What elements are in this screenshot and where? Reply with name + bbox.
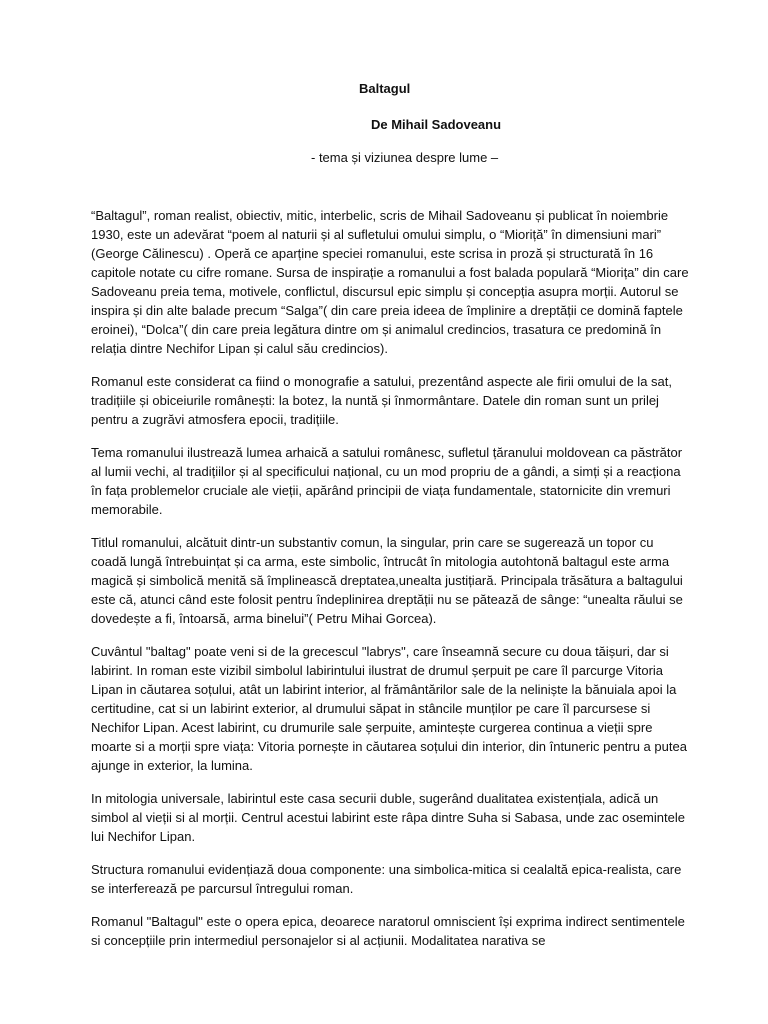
document-body xyxy=(91,206,691,964)
paragraph: Cuvântul "baltag" poate veni si de la grecescul "labrys", care înseamnă secure cu doua tăișuri, dar si labirint. In roman este vizibil simbolul labirintului ilustrat de drumul șerpuit pe care îl parcurge Vitoria Lipan in căutarea soțului, atât un labirint interior, al frământărilor sale de la neliniște la bănuiala apoi la certitudine, cat si un labirint exterior, al drumului săpat in stâncile munților pe care îl parcursese si Nechifor Lipan. Acest labirint, cu drumurile sale șerpuite, amintește curgerea continua a vieții spre moarte si a morții spre viața: Vitoria pornește in căutarea soțului din interior, din întuneric pentru a putea ajunge in exterior, la lumina. xyxy=(91,644,687,773)
document-subtitle: - tema și viziunea despre lume – xyxy=(311,150,499,165)
document-title: Baltagul xyxy=(359,81,411,96)
paragraph: Titlul romanului, alcătuit dintr-un substantiv comun, la singular, prin care se sugerează un topor cu coadă lungă întrebuințat și ca arma, este simbolic, întrucât în mitologia autohtonă baltagul este arma magică și simbolică menită să împlinească dreptatea,unealta justițiară. Principala trăsătura a baltagului este că, atunci când este folosit pentru îndeplinirea dreptății nu se pătează de sânge: “unealta răului se dovedește a fi, întoarsă, arma binelui”( Petru Mihai Gorcea). xyxy=(91,535,683,626)
paragraph: Romanul "Baltagul" este o opera epica, deoarece naratorul omniscient își exprima indirect sentimentele si concepțiile prin intermediul personajelor si al acțiunii. Modalitatea narativa se xyxy=(91,914,685,948)
paragraph: “Baltagul”, roman realist, obiectiv, mitic, interbelic, scris de Mihail Sadoveanu și publicat în noiembrie 1930, este un adevărat “poem al naturii și al sufletului omului simplu, o “Mioriță” în dimensiuni mari” (George Călinescu) . Operă ce aparține speciei romanului, este scrisa in proză și structurată în 16 capitole notate cu cifre romane. Sursa de inspirație a romanului a fost balada populară “Miorița” din care Sadoveanu preia tema, motivele, conflictul, discursul epic simplu și concepția asupra morții. Autorul se inspira și din alte balade precum “Salga”( din care preia ideea de împlinire a dreptății ce domină faptele eroinei), “Dolca”( din care preia legătura dintre om și animalul credincios, trasatura ce predomină în relația dintre Nechifor Lipan și calul său credincios). xyxy=(91,208,689,356)
paragraph: In mitologia universale, labirintul este casa securii duble, sugerând dualitatea existențiala, adică un simbol al vieții si al morții. Centrul acestui labirint este râpa dintre Suha si Sabasa, unde zac osemintele lui Nechifor Lipan. xyxy=(91,791,685,844)
paragraph: Romanul este considerat ca fiind o monografie a satului, prezentând aspecte ale firii omului de la sat, tradițiile și obiceiurile românești: la botez, la nuntă și înmormântare. Datele din roman sunt un prilej pentru a zugrăvi atmosfera epocii, tradițiile. xyxy=(91,374,672,427)
paragraph: Tema romanului ilustrează lumea arhaică a satului românesc, sufletul țăranului moldovean ca păstrător al lumii vechi, al tradițiilor și al specificului național, cu un mod propriu de a gândi, a simți și a reacționa în fața problemelor cruciale ale vieții, apărând principii de viața fundamentale, statornicite din vremuri memorabile. xyxy=(91,445,683,517)
paragraph: Structura romanului evidențiază doua componente: una simbolica-mitica si cealaltă epica-realista, care se interferează pe parcursul întregului roman. xyxy=(91,862,682,896)
document-author: De Mihail Sadoveanu xyxy=(371,117,502,132)
